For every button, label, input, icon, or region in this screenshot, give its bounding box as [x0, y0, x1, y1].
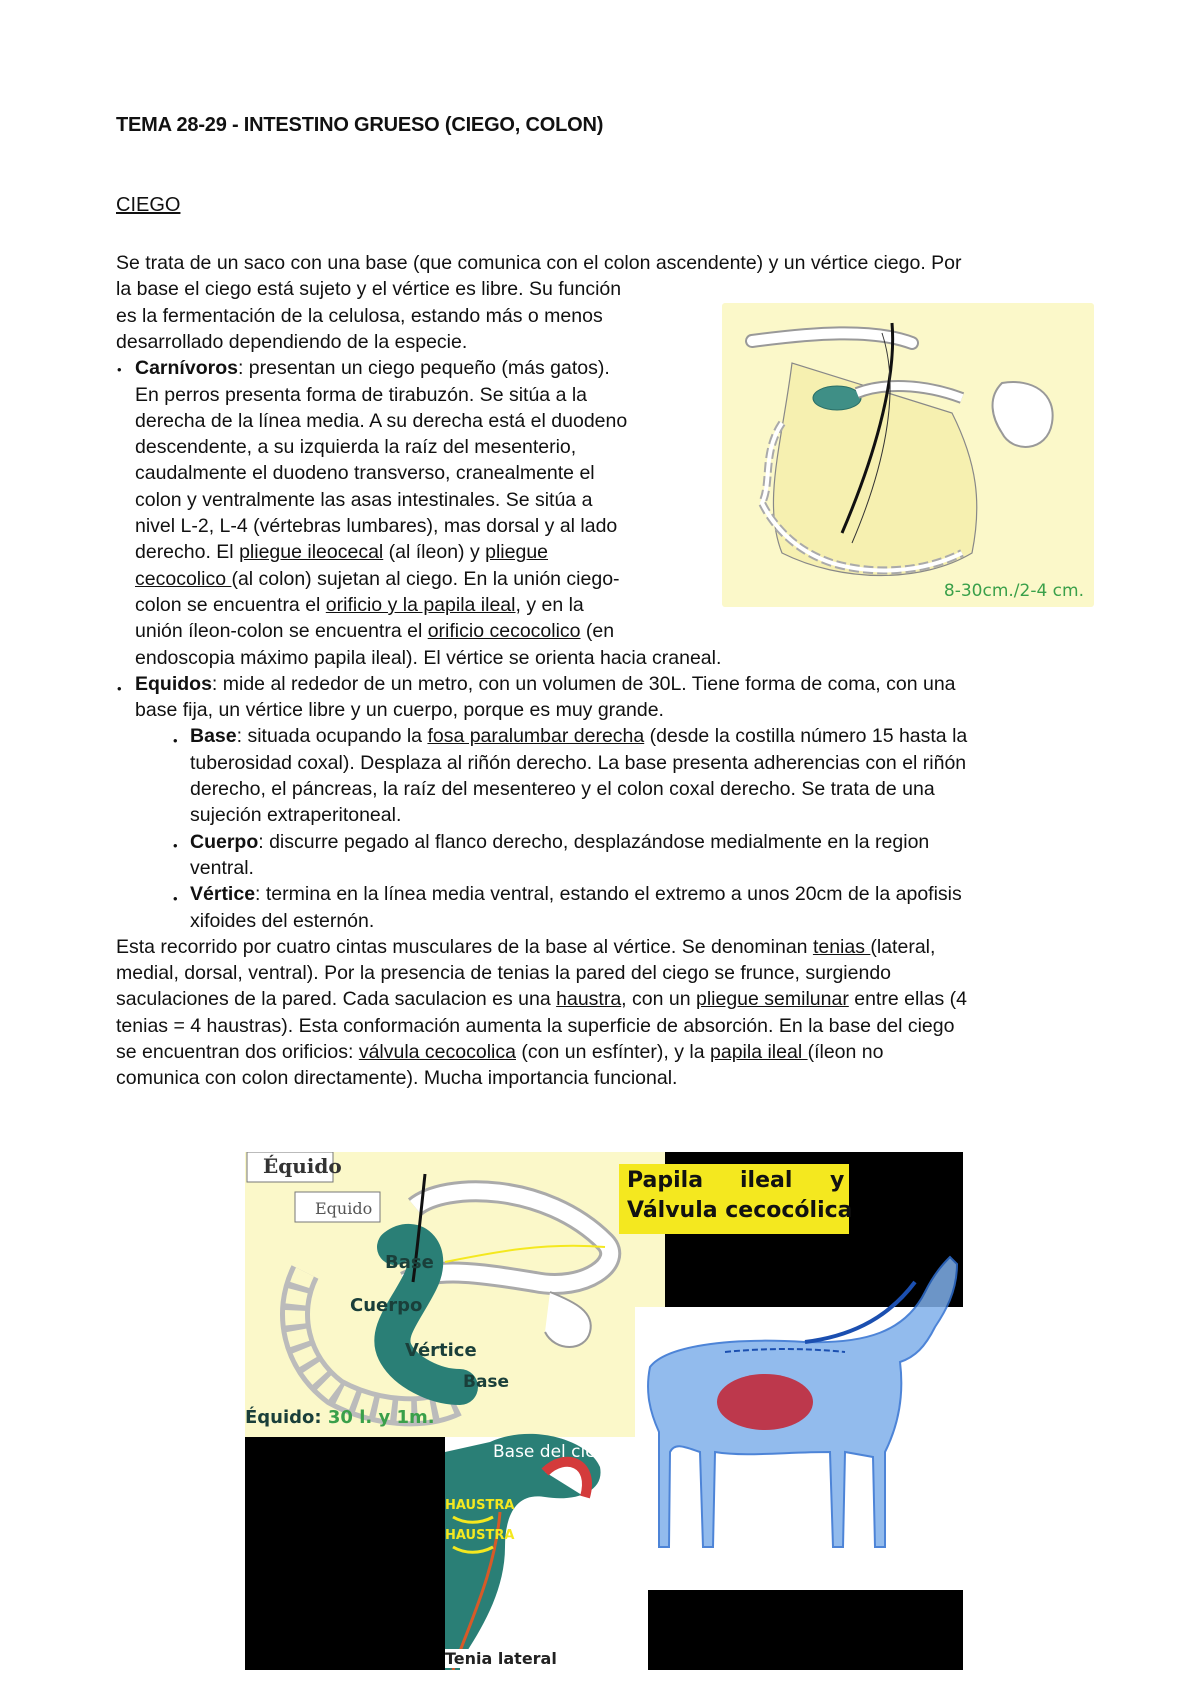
fig2-label-base: Base [385, 1252, 434, 1273]
bullet-equidos: • [117, 681, 122, 696]
body-line [135, 460, 595, 486]
text-segment: saculaciones de la pared. Cada saculacion es una [116, 988, 557, 1011]
text-segment: medial, dorsal, ventral). Por la presencia de tenias la pared del ciego se frunce, surgiendo [116, 962, 892, 985]
bold-term: Cuerpo [190, 830, 259, 853]
text-segment: , y en la [515, 593, 584, 616]
fig2-label-tenia: Tenia lateral [445, 1649, 557, 1668]
underlined-term: haustra [556, 988, 622, 1011]
fig2-label-equido: Équido [263, 1154, 342, 1178]
body-line [116, 934, 935, 960]
text-segment: (al colon) sujetan al ciego. En la unión ciego- [231, 567, 620, 590]
text-segment: (al íleon) y [383, 541, 486, 564]
text-segment: tenias = 4 haustras). Esta conformación aumenta la superficie de absorción. En la base del ciego [116, 1014, 955, 1037]
text-segment: : discurre pegado al flanco derecho, desplazándose medialmente en la region [258, 830, 930, 853]
body-line [116, 276, 621, 302]
body-line [190, 750, 966, 776]
bullet-cuerpo: • [173, 838, 178, 853]
underlined-term: pliegue semilunar [695, 988, 849, 1011]
text-segment: comunica con colon directamente). Mucha importancia funcional. [116, 1067, 678, 1090]
body-line [116, 303, 603, 329]
body-line [135, 697, 664, 723]
body-line [135, 592, 584, 618]
text-segment: descendente, a su izquierda la raíz del mesenterio, [135, 436, 577, 459]
body-line [135, 434, 576, 460]
dog-cecum-illustration [722, 303, 1094, 607]
text-segment: endoscopia máximo papila ileal). El vértice se orienta hacia craneal. [135, 646, 722, 669]
text-segment: entre ellas (4 [848, 988, 967, 1011]
fig2-label-equido-2: Equido [315, 1199, 373, 1218]
body-line [135, 645, 721, 671]
text-segment: colon y ventralmente las asas intestinales. Se sitúa a [135, 488, 593, 511]
body-line [190, 908, 374, 934]
text-segment: base fija, un vértice libre y un cuerpo, porque es muy grande. [135, 699, 664, 722]
bullet-base: • [173, 733, 178, 748]
body-line [116, 329, 467, 355]
text-segment: derecho. El [135, 541, 240, 564]
text-segment: (lateral, [870, 935, 936, 958]
fig2-label-haustra-1: HAUSTRA [445, 1498, 515, 1513]
text-segment: (desde la costilla número 15 hasta la [644, 725, 968, 748]
dog-cecum-figure [722, 303, 1094, 607]
fig2-label-cuerpo: Cuerpo [350, 1295, 423, 1316]
fig2-label-base-2: Base [463, 1372, 510, 1392]
fig2-label-papila-1: Papila [627, 1168, 704, 1193]
text-segment: caudalmente el duodeno transverso, cranealmente el [135, 462, 595, 485]
text-segment: (íleon no [807, 1041, 884, 1063]
fig2-label-equido-vol [245, 1407, 435, 1428]
text-segment: nivel L-2, L-4 (vértebras lumbares), mas dorsal y al lado [135, 515, 618, 537]
body-line [190, 855, 254, 881]
fig2-label-vertice: Vértice [405, 1340, 477, 1361]
body-line [116, 1065, 677, 1091]
fig2-label-haustra-2: HAUSTRA [445, 1528, 515, 1543]
bold-term: Base [190, 725, 237, 748]
bold-term: Carnívoros [135, 357, 238, 380]
text-segment: sujeción extraperitoneal. [190, 804, 402, 827]
text-segment: : mide al rededor de un metro, con un volumen de 30L. Tiene forma de coma, con una [211, 672, 956, 695]
body-line [135, 382, 587, 408]
underlined-term: orificio y la papila ileal [325, 593, 516, 616]
text-segment: derecho, el páncreas, la raíz del mesentereo y el colon coxal derecho. Se trata de una [190, 778, 935, 800]
body-line [190, 881, 962, 907]
body-line [135, 355, 610, 381]
text-segment: derecha de la línea media. A su derecha está el duodeno [135, 409, 628, 432]
text-segment: , con un [621, 988, 696, 1011]
panel-black-bottom [635, 1590, 963, 1670]
text-segment: se encuentran dos orificios: [116, 1041, 359, 1063]
body-line [135, 513, 617, 539]
text-segment: : presentan un ciego pequeño (más gatos). [237, 357, 610, 380]
underlined-term: pliegue ileocecal [239, 541, 384, 564]
text-segment: es la fermentación de la celulosa, estando más o menos [116, 304, 603, 327]
underlined-term: cecocolico [135, 567, 232, 590]
underlined-term: válvula cecocolica [358, 1041, 516, 1063]
body-line [190, 776, 935, 802]
text-segment: Se trata de un saco con una base (que comunica con el colon ascendente) y un vértice ciego. Por [116, 252, 962, 274]
underlined-term: orificio cecocolico [427, 620, 581, 643]
body-line [116, 1039, 883, 1065]
body-line [190, 723, 967, 749]
figure1-caption: 8-30cm./2-4 cm. [943, 581, 1084, 601]
body-line [116, 250, 962, 276]
fig2-label-base-ciego: Base del ciego [493, 1442, 617, 1462]
underlined-term: fosa paralumbar derecha [427, 725, 645, 748]
bullet-vertice: • [173, 891, 178, 906]
body-line [190, 829, 929, 855]
text-segment: : situada ocupando la [236, 725, 428, 748]
equine-cecum-figure [245, 1152, 963, 1670]
text-segment: : termina en la línea media ventral, estando el extremo a unos 20cm de la apofisis [255, 883, 962, 906]
fig2-label-papila-2: ileal [740, 1168, 793, 1193]
underlined-term: tenias [812, 935, 871, 958]
body-line [190, 802, 401, 828]
text-segment: tuberosidad coxal). Desplaza al riñón derecho. La base presenta adherencias con el riñón [190, 751, 967, 774]
fig2-label-papila-3: y [830, 1168, 845, 1193]
body-line [135, 671, 956, 697]
text-segment: desarrollado dependiendo de la especie. [116, 330, 468, 353]
text-segment: xifoides del esternón. [190, 909, 375, 932]
text-segment: En perros presenta forma de tirabuzón. Se sitúa a la [135, 383, 588, 406]
bold-term: Equidos [135, 672, 212, 695]
fig2-label-volume: 30 l. y 1m. [327, 1407, 435, 1428]
underlined-term: pliegue [485, 541, 549, 564]
text-segment: la base el ciego está sujeto y el vértice es libre. Su función [116, 278, 622, 301]
text-segment: (con un esfínter), y la [515, 1041, 710, 1063]
text-segment: colon se encuentra el [135, 593, 326, 616]
fig2-label-valvula: Válvula cecocólica [627, 1198, 853, 1223]
body-line [135, 618, 614, 644]
body-line [135, 487, 592, 513]
text-segment: Esta recorrido por cuatro cintas musculares de la base al vértice. Se denominan [116, 935, 813, 958]
panel-black-left [245, 1437, 445, 1670]
bold-term: Vértice [190, 883, 256, 906]
bullet-carnivoros: • [117, 362, 122, 377]
body-line [135, 539, 548, 565]
text-segment: ventral. [190, 856, 254, 879]
body-line [116, 986, 967, 1012]
text-segment: unión íleon-colon se encuentra el [135, 620, 428, 643]
fig2-label-equido-colon: Équido: [245, 1407, 322, 1428]
body-line [135, 566, 620, 592]
page-title: TEMA 28-29 - INTESTINO GRUESO (CIEGO, COLON) [116, 114, 604, 136]
body-line [135, 408, 627, 434]
body-line [116, 1013, 954, 1039]
body-line [116, 960, 891, 986]
section-heading-ciego: CIEGO [116, 194, 181, 216]
text-segment: (en [580, 620, 615, 643]
underlined-term: papila ileal [710, 1041, 808, 1063]
